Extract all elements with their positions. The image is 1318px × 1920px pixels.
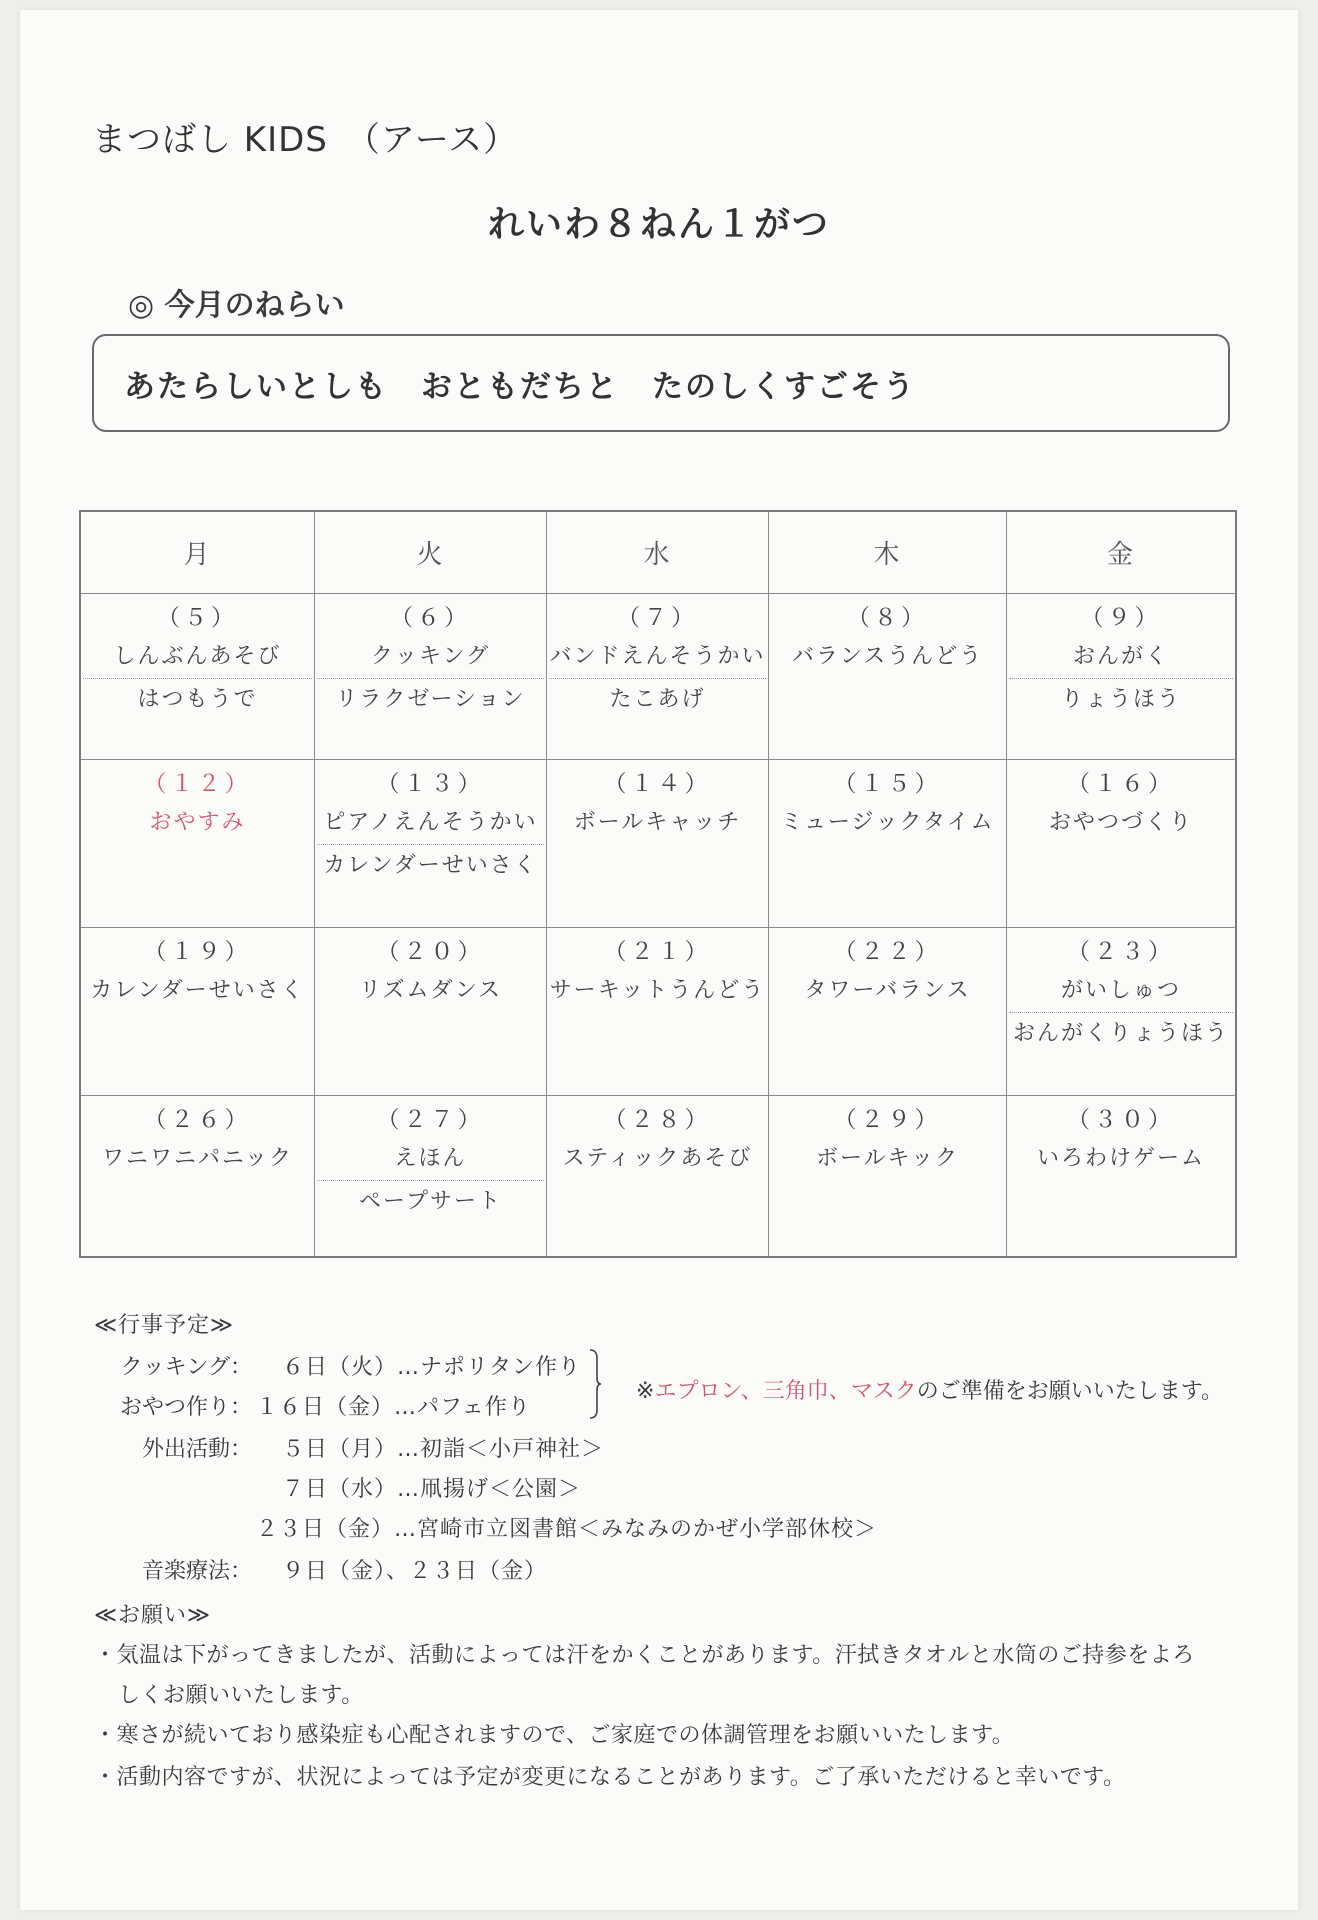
weekday-header: 火 [315, 512, 547, 594]
calendar-day [1007, 594, 1235, 760]
day-date: （３０） [1067, 1107, 1175, 1133]
day-activity: カレンダーせいさく [90, 978, 305, 1003]
calendar-day [81, 1096, 315, 1256]
note-mask: マスク [850, 1379, 917, 1404]
calendar-day [315, 594, 547, 760]
outing-1: ５日（月）…初詣＜小戸神社＞ [282, 1437, 605, 1462]
aim-heading: ◎ 今月のねらい [128, 288, 345, 323]
calendar-day [1007, 760, 1235, 928]
day-activity: スティックあそび [562, 1146, 753, 1171]
day-activity: ワニワニパニック [101, 1146, 294, 1171]
day-date: （１３） [376, 771, 485, 797]
weekday-header: 木 [769, 512, 1007, 594]
calendar-day [315, 760, 547, 928]
day-activity: タワーバランス [804, 978, 971, 1003]
outing-2: ７日（水）…凧揚げ＜公園＞ [282, 1477, 582, 1502]
calendar-day [1007, 1096, 1235, 1256]
request-line-2: ・寒さが続いており感染症も心配されますので、ご家庭での体調管理をお願いいたします。 [94, 1723, 1015, 1748]
day-activity: バンドえんそうかい [549, 636, 766, 679]
music-label: 音楽療法： [141, 1559, 252, 1584]
snack-label: おやつ作り： [119, 1395, 252, 1420]
day-date: （２３） [1067, 939, 1175, 965]
day-activity: おんがくりょうほう [1012, 1021, 1229, 1046]
calendar-day [547, 928, 769, 1096]
day-activity: ボールキック [815, 1146, 960, 1171]
note-apron: エプロン [654, 1379, 741, 1404]
day-activity: ミュージックタイム [780, 810, 995, 835]
calendar-day [769, 928, 1007, 1096]
calendar-day [769, 1096, 1007, 1256]
organization-title: まつばし KIDS （アース） [92, 120, 519, 160]
request-line-3: ・活動内容ですが、状況によっては予定が変更になることがあります。ご了承いただけると幸いです。 [94, 1765, 1126, 1790]
calendar-day [315, 1096, 547, 1256]
day-activity: ボールキャッチ [573, 810, 742, 835]
aim-box [92, 334, 1230, 432]
calendar-day [547, 594, 769, 760]
request-line-1b: しくお願いいたします。 [118, 1683, 364, 1708]
day-activity: クッキング [317, 636, 544, 679]
day-activity: リズムダンス [358, 978, 503, 1003]
day-activity: ピアノえんそうかい [317, 802, 544, 845]
cooking-text: ６日（火）…ナポリタン作り [282, 1355, 582, 1380]
aim-text: あたらしいとしも おともだちと たのしくすごそう [124, 368, 916, 405]
day-activity: りょうほう [1060, 687, 1181, 712]
day-activity: えほん [317, 1138, 544, 1181]
weekday-header: 金 [1007, 512, 1235, 594]
month-title: れいわ８ねん１がつ [487, 204, 830, 245]
day-date: （５） [157, 605, 238, 631]
note-bandana: 三角巾 [762, 1379, 829, 1404]
day-activity: カレンダーせいさく [323, 853, 538, 878]
day-date: （１４） [603, 771, 712, 797]
day-activity: リラクゼーション [335, 687, 526, 712]
cooking-label: クッキング： [120, 1355, 252, 1380]
day-activity: しんぶんあそび [83, 636, 312, 679]
day-date: （１５） [833, 771, 942, 797]
activity-calendar [79, 510, 1237, 1258]
day-date: （２９） [833, 1107, 942, 1133]
outing-3: ２３日（金）…宮崎市立図書館＜みなみのかぜ小学部休校＞ [256, 1517, 878, 1542]
day-date: （２０） [376, 939, 485, 965]
day-date: （２７） [376, 1107, 485, 1133]
day-activity: はつもうで [137, 687, 258, 712]
day-activity: サーキットうんどう [549, 978, 766, 1003]
calendar-day [81, 928, 315, 1096]
calendar-day [1007, 928, 1235, 1096]
calendar-day [81, 594, 315, 760]
day-date: （２８） [603, 1107, 712, 1133]
outing-label: 外出活動： [141, 1437, 252, 1462]
day-activity: ペープサート [359, 1189, 502, 1214]
weekday-header: 水 [547, 512, 769, 594]
day-activity: バランスうんどう [791, 644, 984, 669]
day-date: （７） [617, 605, 698, 631]
calendar-day [547, 1096, 769, 1256]
calendar-day [81, 760, 315, 928]
preparation-note: ※エプロン、三角巾、マスクのご準備をお願いいたします。 [636, 1379, 1223, 1404]
day-date: （８） [847, 605, 928, 631]
calendar-day [769, 594, 1007, 760]
calendar-day [769, 760, 1007, 928]
day-activity: がいしゅつ [1009, 970, 1233, 1013]
calendar-day [547, 760, 769, 928]
day-date: （９） [1080, 605, 1162, 631]
snack-text: １６日（金）…パフェ作り [256, 1395, 531, 1420]
day-date: （２１） [603, 939, 712, 965]
day-date: （１２） [143, 771, 252, 797]
day-date: （２６） [143, 1107, 252, 1133]
music-text: ９日（金）、２３日（金） [282, 1559, 548, 1584]
day-date: （１９） [143, 939, 252, 965]
day-activity: おやすみ [149, 810, 246, 835]
calendar-day [315, 928, 547, 1096]
day-date: （１６） [1067, 771, 1175, 797]
day-date: （６） [390, 605, 471, 631]
day-activity: おんがく [1009, 636, 1233, 679]
requests-heading: ≪お願い≫ [94, 1603, 212, 1628]
events-heading: ≪行事予定≫ [94, 1313, 235, 1338]
brace-icon [588, 1348, 602, 1420]
day-date: （２２） [833, 939, 942, 965]
request-line-1: ・気温は下がってきましたが、活動によっては汗をかくことがあります。汗拭きタオルと水筒のご持参をよろ [94, 1643, 1195, 1668]
day-activity: たこあげ [609, 687, 706, 712]
day-activity: おやつづくり [1048, 810, 1193, 835]
day-activity: いろわけゲーム [1036, 1146, 1205, 1171]
weekday-header: 月 [81, 512, 315, 594]
